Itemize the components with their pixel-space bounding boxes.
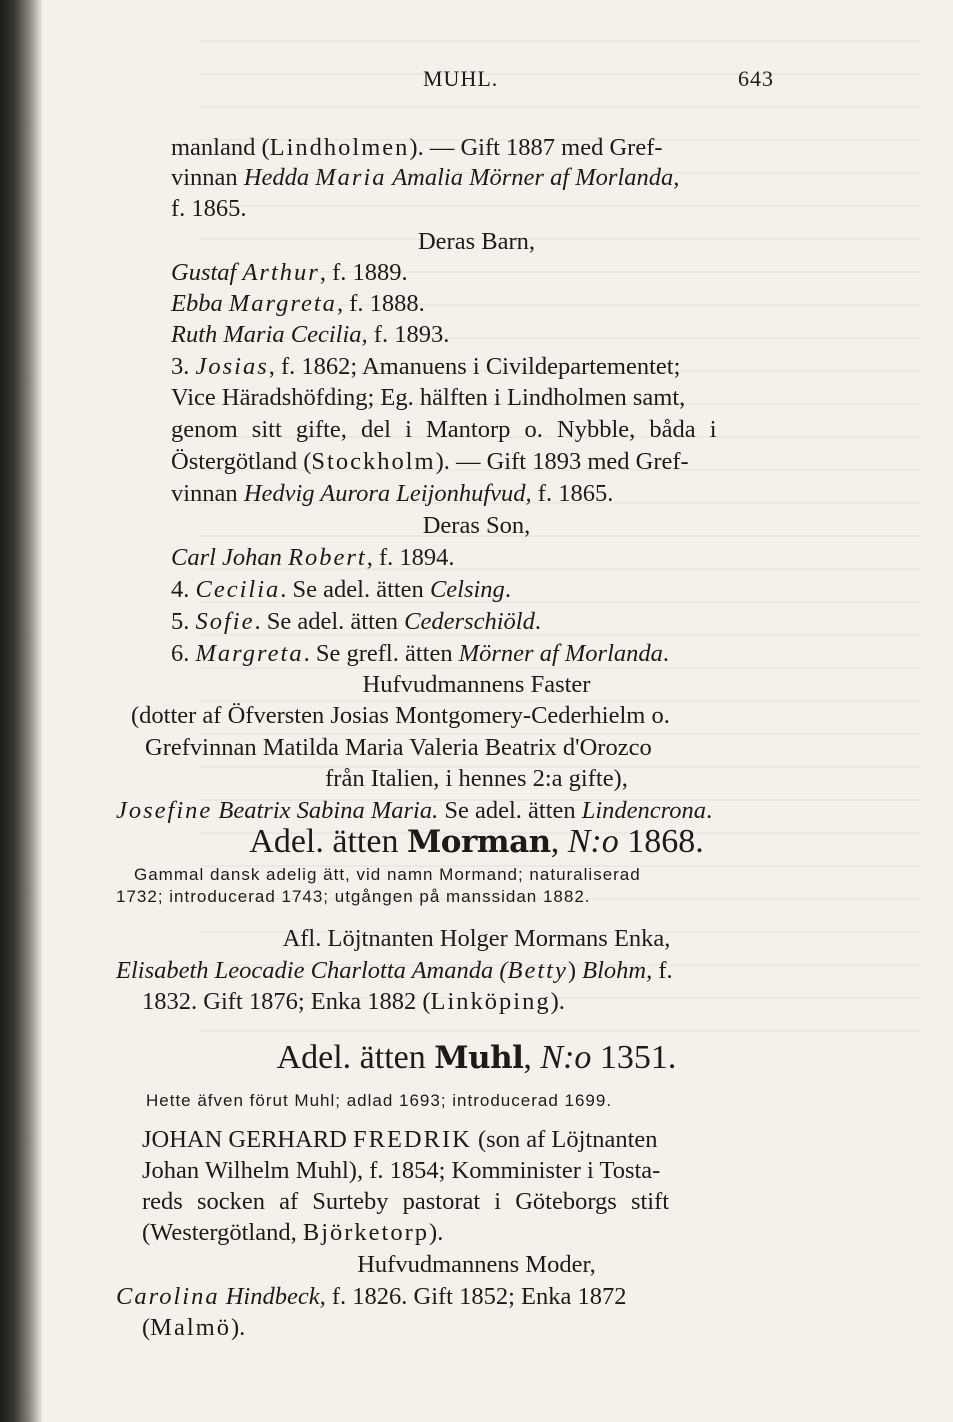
running-title: MUHL. — [423, 66, 499, 91]
text-line: Grefvinnan Matilda Maria Valeria Beatrix d'Orozco — [145, 734, 652, 761]
text-line: Deras Son, — [422, 512, 531, 539]
text-line: reds socken af Surteby pastorat i Göteborgs stift — [142, 1188, 670, 1215]
text-line: (Westergötland, Björketorp). — [142, 1219, 444, 1246]
text-line: 4. Cecilia. Se adel. ätten Celsing. — [171, 576, 511, 603]
text-line: vinnan Hedda Maria Amalia Mörner af Morlanda, — [171, 164, 680, 191]
text-line: Hufvudmannens Moder, — [357, 1251, 596, 1278]
section-heading-muhl: Adel. ätten Muhl, N:o 1351. — [276, 1039, 677, 1076]
text-line: genom sitt gifte, del i Mantorp o. Nybble, båda i — [171, 416, 717, 443]
text-line: Ebba Margreta, f. 1888. — [171, 290, 425, 317]
text-line: 1832. Gift 1876; Enka 1882 (Linköping). — [142, 988, 565, 1015]
text-line: Deras Barn, — [417, 228, 535, 255]
text-line: Carl Johan Robert, f. 1894. — [171, 544, 455, 571]
text-line: f. 1865. — [171, 195, 247, 222]
text-line: 5. Sofie. Se adel. ätten Cederschiöld. — [171, 608, 541, 635]
text-line: Johan Wilhelm Muhl), f. 1854; Komminister i Tosta- — [142, 1157, 661, 1184]
text-line: 6. Margreta. Se grefl. ätten Mörner af Morlanda. — [171, 640, 670, 667]
section-heading-morman: Adel. ätten Morman, N:o 1868. — [249, 823, 704, 860]
text-line: Gustaf Arthur, f. 1889. — [171, 259, 408, 286]
text-line: 3. Josias, f. 1862; Amanuens i Civildepartementet; — [171, 353, 681, 380]
text-line: Elisabeth Leocadie Charlotta Amanda (Betty) Blohm, f. — [116, 957, 673, 984]
text-line: manland (Lindholmen). — Gift 1887 med Gref- — [171, 134, 663, 161]
family-note: 1732; introducerad 1743; utgången på manssidan 1882. — [116, 887, 591, 906]
text-line: JOHAN GERHARD FREDRIK (son af Löjtnanten — [142, 1126, 658, 1153]
text-line: Carolina Hindbeck, f. 1826. Gift 1852; Enka 1872 — [116, 1283, 627, 1310]
text-line: Vice Häradshöfding; Eg. hälften i Lindholmen samt, — [171, 384, 686, 411]
text-line: Östergötland (Stockholm). — Gift 1893 med Gref- — [171, 448, 689, 475]
text-line: Hufvudmannens Faster — [362, 671, 591, 698]
text-line: vinnan Hedvig Aurora Leijonhufvud, f. 1865. — [171, 480, 614, 507]
family-note: Hette äfven förut Muhl; adlad 1693; introducerad 1699. — [146, 1091, 613, 1110]
text-line: (dotter af Öfversten Josias Montgomery-Cederhielm o. — [131, 702, 670, 729]
text-line: från Italien, i hennes 2:a gifte), — [325, 765, 628, 792]
text-line: Afl. Löjtnanten Holger Mormans Enka, — [282, 925, 671, 952]
family-note: Gammal dansk adelig ätt, vid namn Mormand; naturaliserad — [134, 865, 641, 884]
text-line: Josefine Beatrix Sabina Maria. Se adel. ätten Lindencrona. — [116, 797, 713, 824]
page-number: 643 — [738, 66, 774, 91]
text-line: Ruth Maria Cecilia, f. 1893. — [171, 321, 450, 348]
text-line: (Malmö). — [142, 1314, 246, 1341]
